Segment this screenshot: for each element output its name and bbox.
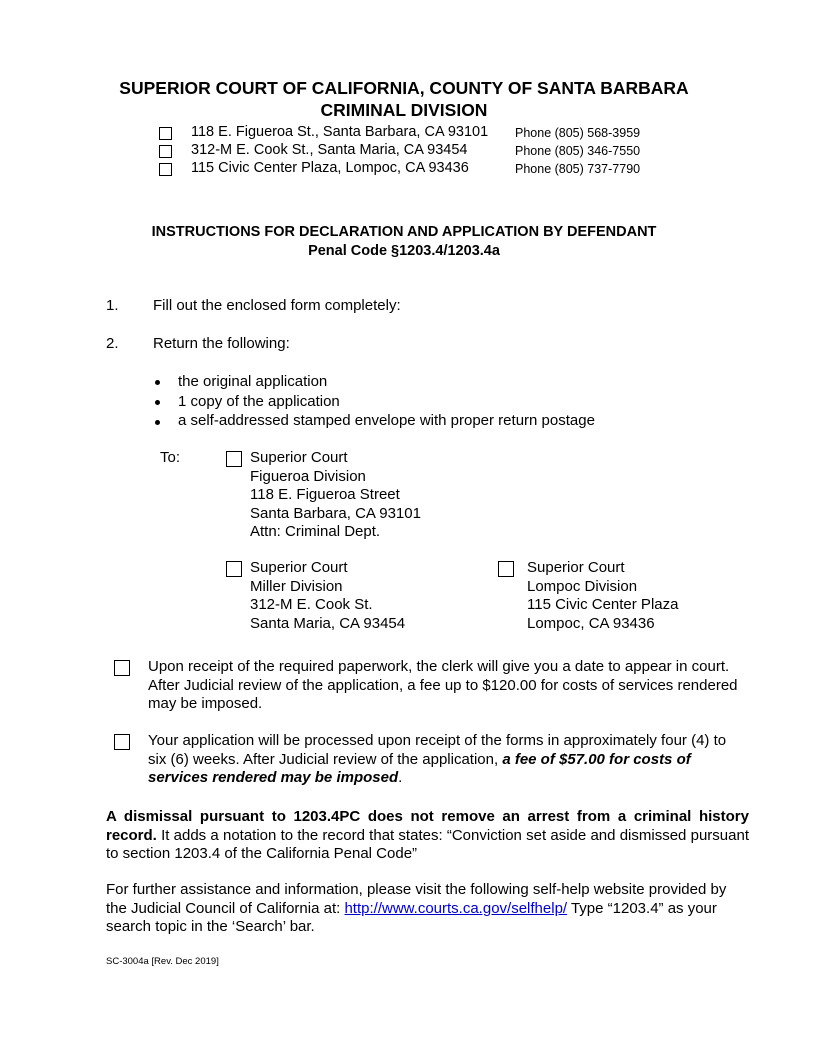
address-line: Santa Barbara, CA 93101 xyxy=(250,504,421,522)
miller-division-address xyxy=(250,559,405,633)
figueroa-division-checkbox[interactable] xyxy=(226,451,242,467)
process-by-mail-checkbox[interactable] xyxy=(114,734,130,750)
location-address: 118 E. Figueroa St., Santa Barbara, CA 93101 xyxy=(191,124,489,140)
appear-in-court-checkbox[interactable] xyxy=(114,660,130,676)
bullet-icon xyxy=(155,400,160,405)
address-line: Figueroa Division xyxy=(250,467,366,485)
assistance-body: For further assistance and information, please visit the following self-help website provided by the Judicial Council of California at: xyxy=(106,881,727,917)
address-line: Lompoc, CA 93436 xyxy=(527,614,655,632)
location-checkbox-santa-barbara[interactable] xyxy=(159,127,172,140)
address-line: Superior Court xyxy=(527,559,625,576)
location-checkbox-santa-maria[interactable] xyxy=(159,145,172,158)
to-label: To: xyxy=(160,449,181,466)
process-by-mail-end: . xyxy=(398,769,403,786)
court-name: SUPERIOR COURT OF CALIFORNIA, COUNTY OF SANTA BARBARA xyxy=(119,78,689,98)
process-by-mail-body: Your application will be processed upon receipt of the forms in approximately four (4) to six (6) weeks. After Judicial review of the application, xyxy=(148,732,727,768)
location-address: 115 Civic Center Plaza, Lompoc, CA 93436 xyxy=(191,160,469,176)
process-by-mail-text xyxy=(148,732,738,788)
mail-fee-notice: a fee of $57.00 for costs of services rendered may be imposed xyxy=(148,750,691,786)
bullet-item: 1 copy of the application xyxy=(178,393,340,410)
lompoc-division-checkbox[interactable] xyxy=(498,561,514,577)
address-line: 312-M E. Cook St. xyxy=(250,596,373,613)
miller-division-checkbox[interactable] xyxy=(226,561,242,577)
assistance-after: Type “1203.4” as your search topic in the ‘Search’ bar. xyxy=(106,899,717,935)
address-line: Miller Division xyxy=(250,577,343,595)
address-line: Santa Maria, CA 93454 xyxy=(250,614,406,632)
bullet-icon xyxy=(155,420,160,425)
step-text: Fill out the enclosed form completely: xyxy=(153,297,401,314)
lompoc-division-address xyxy=(527,559,678,633)
location-checkbox-lompoc[interactable] xyxy=(159,163,172,176)
address-line: Attn: Criminal Dept. xyxy=(250,523,381,540)
bullet-item: the original application xyxy=(178,373,328,390)
address-line: 115 Civic Center Plaza xyxy=(527,596,679,613)
division-title: CRIMINAL DIVISION xyxy=(320,100,488,120)
selfhelp-link[interactable]: http://www.courts.ca.gov/selfhelp/ xyxy=(344,899,568,917)
step-text: Return the following: xyxy=(153,335,290,352)
penal-code: Penal Code §1203.4/1203.4a xyxy=(308,243,500,259)
appear-in-court-text: Upon receipt of the required paperwork, the clerk will give you a date to appear in court. After Judicial review of the application, a fee up to $120.00 for costs of services rendered may be imposed. xyxy=(148,658,738,712)
location-address: 312-M E. Cook St., Santa Maria, CA 93454 xyxy=(191,142,468,158)
address-line: Superior Court xyxy=(250,449,348,466)
figueroa-division-address xyxy=(250,449,421,542)
location-phone: Phone (805) 346-7550 xyxy=(515,144,641,158)
bullet-item: a self-addressed stamped envelope with proper return postage xyxy=(178,412,595,429)
bullet-icon xyxy=(155,380,160,385)
instructions-title: INSTRUCTIONS FOR DECLARATION AND APPLICATION BY DEFENDANT xyxy=(151,224,657,240)
form-number: SC-3004a [Rev. Dec 2019] xyxy=(106,956,219,967)
dismissal-notice-text: It adds a notation to the record that states: “Conviction set aside and dismissed pursuant to section 1203.4 of the California Penal Code” xyxy=(106,826,749,862)
location-phone: Phone (805) 568-3959 xyxy=(515,126,641,140)
address-line: 118 E. Figueroa Street xyxy=(250,486,400,503)
assistance-text xyxy=(106,881,751,937)
location-phone: Phone (805) 737-7790 xyxy=(515,162,641,176)
address-line: Superior Court xyxy=(250,559,348,576)
dismissal-notice xyxy=(106,808,749,864)
address-line: Lompoc Division xyxy=(527,577,638,595)
step-number: 1. xyxy=(106,297,119,314)
dismissal-notice-bold: A dismissal pursuant to 1203.4PC does not remove an arrest from a criminal history record. xyxy=(106,808,749,844)
step-number: 2. xyxy=(106,335,119,352)
